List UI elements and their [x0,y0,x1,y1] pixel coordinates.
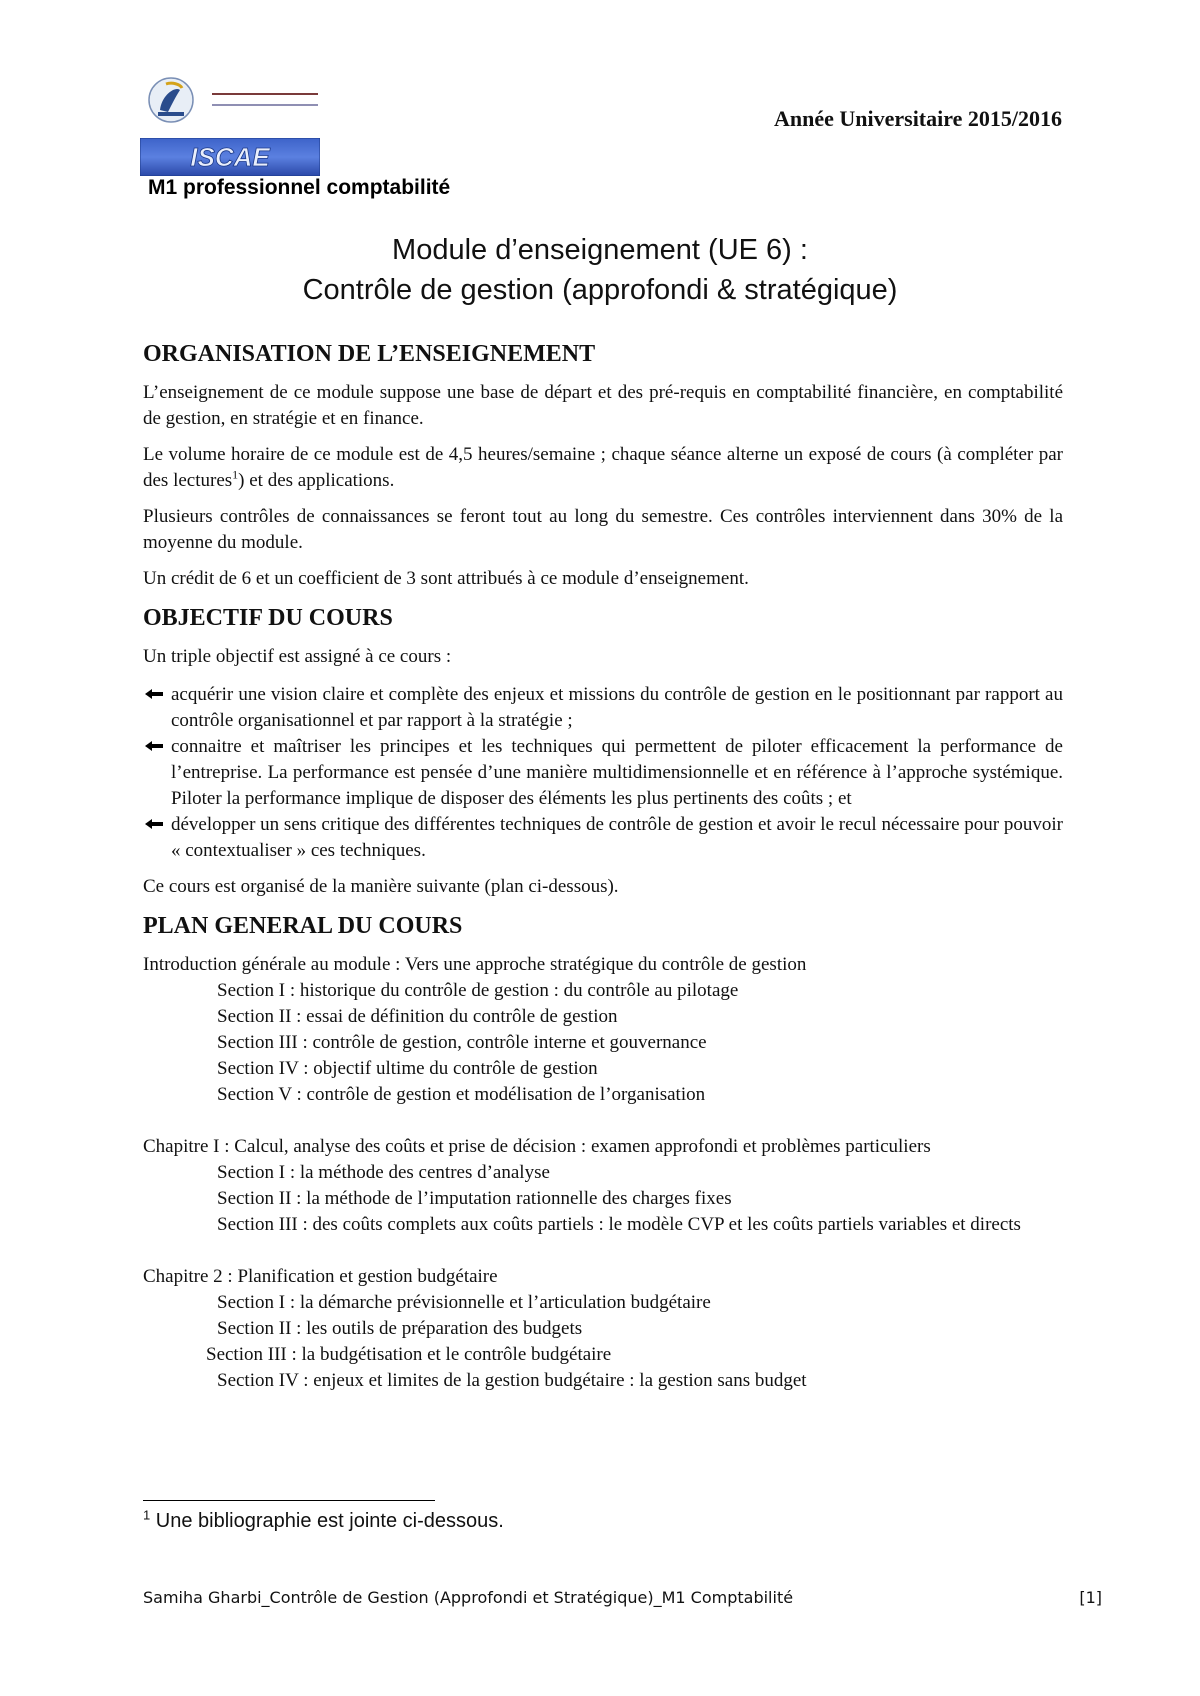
plan-section: Section II : essai de définition du contrôle de gestion [217,1006,618,1027]
plan-section: Section II : la méthode de l’imputation rationnelle des charges fixes [217,1188,732,1209]
academic-year: Année Universitaire 2015/2016 [773,106,1062,131]
program-title: M1 professionnel comptabilité [148,176,451,199]
footnote-number: 1 [143,1507,151,1523]
logo-block [140,70,330,176]
plan-intro-title: Introduction générale au module : Vers une approche stratégique du contrôle de gestion [143,954,807,975]
university-name-mark [210,88,320,112]
pointing-hand-icon [143,813,165,835]
footnote-text: Une bibliographie est jointe ci-dessous. [155,1510,504,1532]
page-number: [1] [1079,1588,1102,1607]
svg-text:ISCAE: ISCAE [190,142,270,172]
university-logo [140,70,320,132]
plan-section: Section III : des coûts complets aux coûts partiels : le modèle CVP et les coûts partiels variables et directs [217,1214,1021,1235]
plan-section: Section IV : objectif ultime du contrôle de gestion [217,1058,598,1079]
plan-section: Section III : la budgétisation et le contrôle budgétaire [206,1344,612,1365]
paragraph-assessments: Plusieurs contrôles de connaissances se feront tout au long du semestre. Ces contrôles interviennent dans 30% de la moyenne du module. [143,506,1063,553]
pointing-hand-icon [143,735,165,757]
objective-text: acquérir une vision claire et complète des enjeux et missions du contrôle de gestion en le positionnant par rapport au contrôle organisationnel et par rapport à la stratégie ; [171,684,1063,731]
plan-chapter-1-title: Chapitre I : Calcul, analyse des coûts et prise de décision : examen approfondi et problèmes particuliers [143,1136,931,1157]
plan-section: Section I : historique du contrôle de gestion : du contrôle au pilotage [217,980,739,1001]
paragraph-hours-part-2: ) et des applications. [238,470,395,491]
plan-section: Section I : la méthode des centres d’analyse [217,1162,550,1183]
objectives-list [143,682,1063,864]
plan-section: Section V : contrôle de gestion et modélisation de l’organisation [217,1084,706,1105]
plan-chapter-2-title: Chapitre 2 : Planification et gestion budgétaire [143,1266,498,1287]
plan-section: Section I : la démarche prévisionnelle et l’articulation budgétaire [217,1292,711,1313]
heading-organisation: ORGANISATION DE L’ENSEIGNEMENT [143,341,596,367]
objective-text: développer un sens critique des différentes techniques de contrôle de gestion et avoir le recul nécessaire pour pouvoir « contextualiser » ces techniques. [171,814,1063,861]
objectif-intro: Un triple objectif est assigné à ce cours : [143,646,452,667]
module-title-line-1: Module d’enseignement (UE 6) : [392,234,808,266]
module-title-line-2: Contrôle de gestion (approfondi & stratégique) [302,274,898,306]
page-footer-text: Samiha Gharbi_Contrôle de Gestion (Approfondi et Stratégique)_M1 Comptabilité [143,1588,794,1607]
iscae-logo [140,138,320,176]
module-title [0,230,1200,310]
document-body [143,340,1063,1394]
footnote-separator [143,1500,435,1501]
heading-objectif: OBJECTIF DU COURS [143,605,393,631]
list-item [143,734,1063,812]
paragraph-credits: Un crédit de 6 et un coefficient de 3 sont attribués à ce module d’enseignement. [143,568,749,589]
objective-text: connaitre et maîtriser les principes et les techniques qui permettent de piloter efficacement la performance de l’entreprise. La performance est pensée d’une manière multidimensionnelle et en référence à l’approche systémique. Piloter la performance implique de disposer des éléments les plus pertinents des coûts ; et [171,736,1063,809]
heading-plan: PLAN GENERAL DU COURS [143,913,463,939]
paragraph-prerequisites: L’enseignement de ce module suppose une base de départ et des pré-requis en comptabilité financière, en comptabilité de gestion, en stratégie et en finance. [143,382,1063,429]
paragraph-hours [143,442,1063,494]
list-item [143,682,1063,734]
footnote-reference: 1 [232,467,239,482]
paragraph-hours-part-1: Le volume horaire de ce module est de 4,5 heures/semaine ; chaque séance alterne un exposé de cours (à compléter par des lectures [143,444,1063,491]
course-plan [143,952,1063,1394]
footnote [143,1507,504,1533]
plan-section: Section II : les outils de préparation des budgets [217,1318,583,1339]
plan-section: Section IV : enjeux et limites de la gestion budgétaire : la gestion sans budget [217,1370,807,1391]
objectif-outro: Ce cours est organisé de la manière suivante (plan ci-dessous). [143,876,619,897]
pointing-hand-icon [143,683,165,705]
university-emblem-icon [146,74,196,126]
list-item [143,812,1063,864]
plan-section: Section III : contrôle de gestion, contrôle interne et gouvernance [217,1032,707,1053]
